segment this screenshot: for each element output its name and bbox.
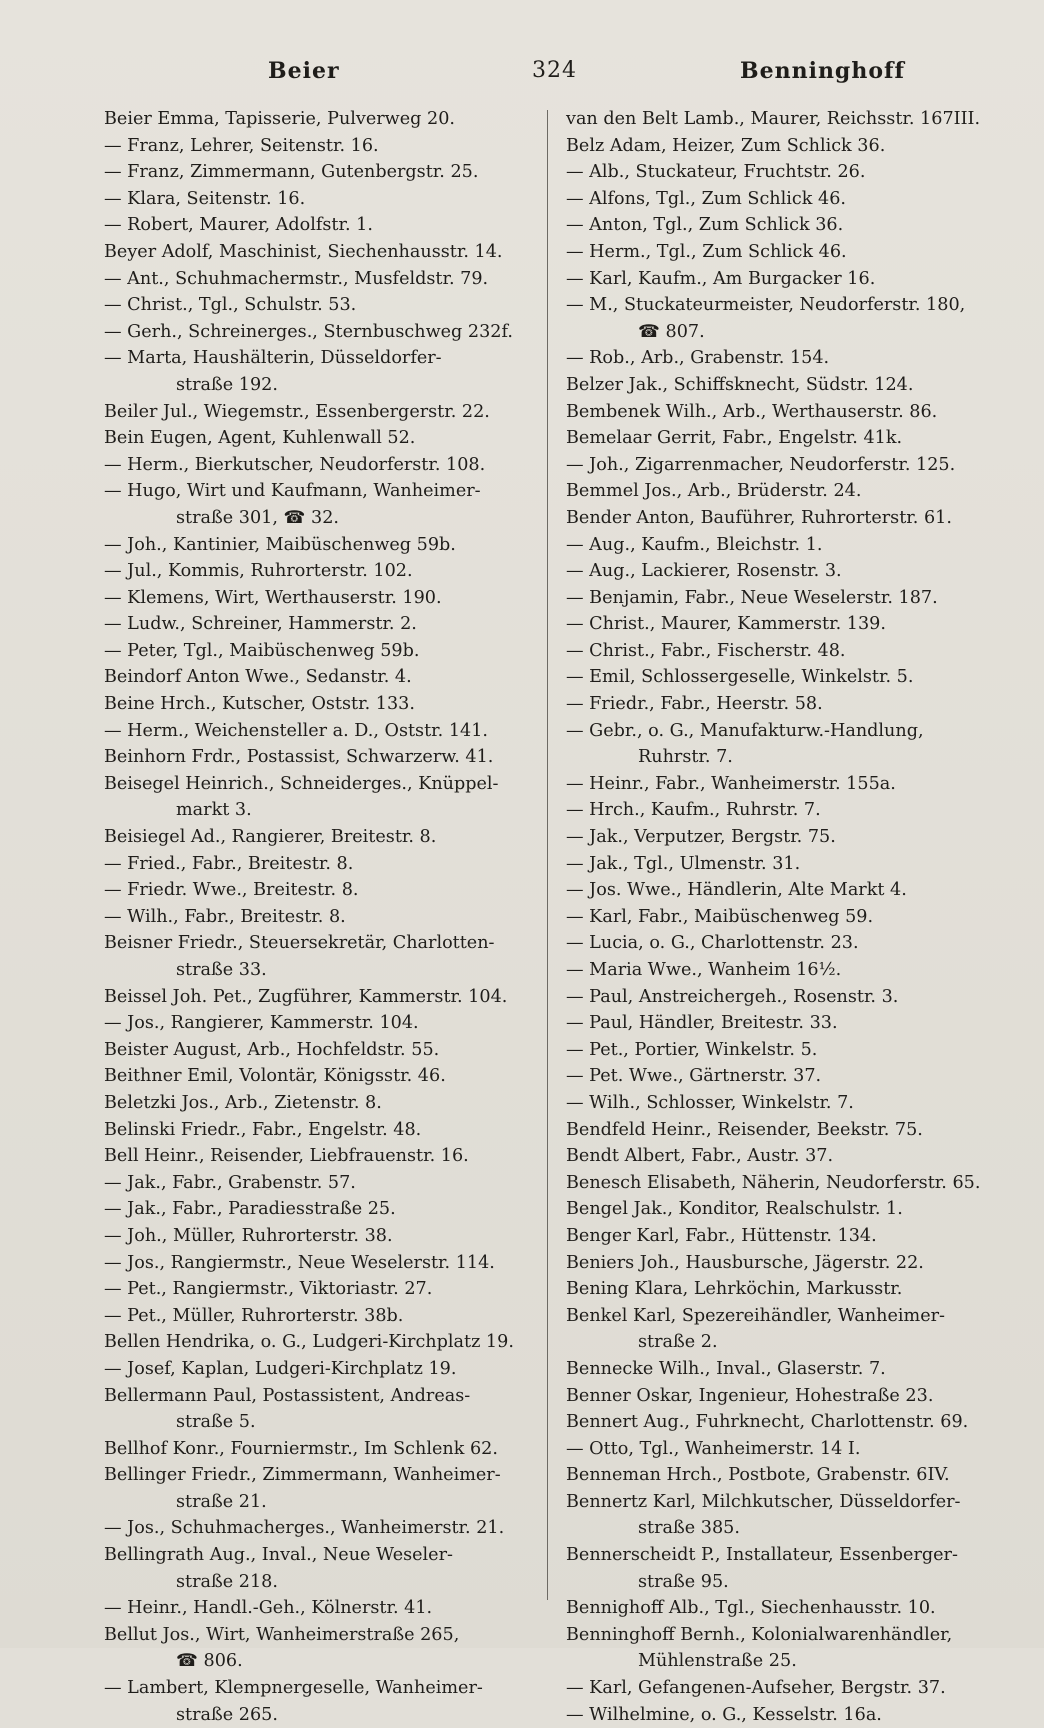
directory-entry [104, 771, 536, 824]
directory-entry [104, 611, 536, 638]
entry-line: Beithner Emil, Volontär, Königsstr. 46. [104, 1066, 446, 1087]
directory-entry [566, 1303, 998, 1356]
directory-entry [104, 1436, 536, 1463]
entry-line: — Peter, Tgl., Maibüschenweg 59b. [104, 640, 420, 661]
entry-line: — Jul., Kommis, Ruhrorterstr. 102. [104, 561, 413, 582]
directory-entry [104, 1010, 536, 1037]
entry-line: Beinhorn Frdr., Postassist, Schwarzerw. 41. [104, 747, 494, 768]
entry-continuation: straße 218. [176, 1571, 278, 1592]
entry-line: — Friedr. Wwe., Breitestr. 8. [104, 880, 359, 901]
entry-line: — Klara, Seitenstr. 16. [104, 188, 306, 209]
entry-line: Beier Emma, Tapisserie, Pulverweg 20. [104, 109, 455, 129]
entry-line: — Heinr., Fabr., Wanheimerstr. 155a. [566, 773, 896, 794]
entry-line: — Jak., Verputzer, Bergstr. 75. [566, 827, 836, 848]
entry-line: — Klemens, Wirt, Werthauserstr. 190. [104, 587, 442, 608]
entry-line: Beisner Friedr., Steuersekretär, Charlotten- [104, 933, 495, 954]
entry-line: Benkel Karl, Spezereihändler, Wanheimer- [566, 1305, 945, 1326]
directory-entry [104, 1383, 536, 1436]
directory-entry [566, 292, 998, 345]
directory-entry [104, 1143, 536, 1170]
directory-entry [566, 532, 998, 559]
right-column [566, 106, 998, 1728]
entry-line: — Joh., Kantinier, Maibüschenweg 59b. [104, 534, 456, 555]
directory-entry [566, 1675, 998, 1702]
entry-line: Benger Karl, Fabr., Hüttenstr. 134. [566, 1225, 877, 1246]
entry-line: — Karl, Gefangenen-Aufseher, Bergstr. 37. [566, 1678, 946, 1699]
entry-continuation: straße 265. [176, 1704, 278, 1725]
directory-entry [104, 1462, 536, 1515]
entry-line: — Christ., Fabr., Fischerstr. 48. [566, 640, 846, 661]
directory-entry [104, 159, 536, 186]
directory-entry [104, 1356, 536, 1383]
directory-entry [566, 1117, 998, 1144]
directory-entry [104, 239, 536, 266]
entry-line: Bell Heinr., Reisender, Liebfrauenstr. 16. [104, 1146, 469, 1167]
entry-line: — Benjamin, Fabr., Neue Weselerstr. 187. [566, 587, 938, 608]
entry-line: Beletzki Jos., Arb., Zietenstr. 8. [104, 1092, 382, 1113]
directory-entry [566, 425, 998, 452]
directory-entry [104, 930, 536, 983]
directory-entry [566, 558, 998, 585]
entry-line: — Christ., Tgl., Schulstr. 53. [104, 295, 357, 316]
entry-line: — Pet., Rangiermstr., Viktoriastr. 27. [104, 1279, 433, 1300]
directory-entry [104, 212, 536, 239]
entry-line: — Lucia, o. G., Charlottenstr. 23. [566, 933, 859, 954]
entry-continuation: straße 2. [638, 1332, 718, 1353]
directory-entry [566, 718, 998, 771]
directory-entry [104, 266, 536, 293]
entry-line: — Pet., Portier, Winkelstr. 5. [566, 1039, 818, 1060]
entry-line: — Aug., Kaufm., Bleichstr. 1. [566, 534, 823, 555]
entry-line: Beindorf Anton Wwe., Sedanstr. 4. [104, 667, 412, 688]
directory-entry [104, 1329, 536, 1356]
entry-line: Bellen Hendrika, o. G., Ludgeri-Kirchplatz 19. [104, 1332, 514, 1353]
directory-entry [104, 452, 536, 479]
directory-entry [566, 611, 998, 638]
entry-line: Bellut Jos., Wirt, Wanheimerstraße 265, [104, 1624, 460, 1645]
entry-continuation: straße 385. [638, 1518, 740, 1539]
directory-entry [566, 851, 998, 878]
directory-entry [104, 851, 536, 878]
directory-entry [566, 452, 998, 479]
entry-line: — Paul, Anstreichergeh., Rosenstr. 3. [566, 986, 899, 1007]
entry-line: Beisiegel Ad., Rangierer, Breitestr. 8. [104, 827, 437, 848]
directory-entry [104, 904, 536, 931]
entry-line: Beiler Jul., Wiegemstr., Essenbergerstr. 22. [104, 401, 490, 422]
directory-entry [104, 585, 536, 612]
entry-line: — Anton, Tgl., Zum Schlick 36. [566, 215, 844, 236]
directory-entry [566, 1595, 998, 1622]
entry-line: — Marta, Haushälterin, Düsseldorfer- [104, 348, 442, 369]
entry-line: — Karl, Kaufm., Am Burgacker 16. [566, 268, 876, 289]
directory-entry [104, 1196, 536, 1223]
directory-entry [566, 478, 998, 505]
entry-line: Bein Eugen, Agent, Kuhlenwall 52. [104, 428, 416, 449]
entry-line: Benneman Hrch., Postbote, Grabenstr. 6IV. [566, 1465, 950, 1486]
directory-entry [104, 1117, 536, 1144]
directory-entry [104, 1542, 536, 1595]
directory-entry [104, 532, 536, 559]
entry-line: Belinski Friedr., Fabr., Engelstr. 48. [104, 1119, 422, 1140]
running-head-left: Beier [268, 58, 340, 84]
directory-entry [566, 345, 998, 372]
directory-entry [104, 1622, 536, 1675]
entry-line: — Karl, Fabr., Maibüschenweg 59. [566, 906, 874, 927]
entry-line: Belz Adam, Heizer, Zum Schlick 36. [566, 135, 886, 156]
directory-entry [566, 585, 998, 612]
entry-continuation: straße 301, ☎ 32. [176, 507, 340, 528]
entry-continuation: markt 3. [176, 800, 252, 821]
entry-line: Bennighoff Alb., Tgl., Siechenhausstr. 10. [566, 1598, 936, 1619]
entry-continuation: ☎ 807. [638, 321, 705, 342]
directory-entry [104, 1250, 536, 1277]
entry-line: Bening Klara, Lehrköchin, Markusstr. [566, 1279, 903, 1300]
entry-continuation: straße 192. [176, 374, 278, 395]
directory-entry [566, 1542, 998, 1595]
entry-continuation: Ruhrstr. 7. [638, 747, 733, 768]
entry-line: — Gebr., o. G., Manufakturw.-Handlung, [566, 720, 924, 741]
directory-entry [566, 266, 998, 293]
directory-entry [104, 664, 536, 691]
entry-line: Bellinger Friedr., Zimmermann, Wanheimer- [104, 1465, 501, 1486]
directory-entry [566, 1196, 998, 1223]
entry-line: — Alb., Stuckateur, Fruchtstr. 26. [566, 162, 866, 183]
directory-entry [566, 904, 998, 931]
entry-line: Bembenek Wilh., Arb., Werthauserstr. 86. [566, 401, 938, 422]
directory-entry [104, 1595, 536, 1622]
directory-entry [104, 1037, 536, 1064]
entry-line: — Jak., Fabr., Grabenstr. 57. [104, 1172, 356, 1193]
directory-entry [104, 638, 536, 665]
directory-entry [104, 984, 536, 1011]
entry-continuation: straße 5. [176, 1412, 256, 1433]
directory-entry [104, 399, 536, 426]
entry-line: Bemmel Jos., Arb., Brüderstr. 24. [566, 481, 862, 502]
directory-entry [104, 691, 536, 718]
entry-line: — Jos., Rangierer, Kammerstr. 104. [104, 1013, 419, 1034]
directory-entry [104, 425, 536, 452]
directory-entry [566, 399, 998, 426]
directory-entry [566, 1489, 998, 1542]
directory-entry [566, 159, 998, 186]
directory-entry [566, 930, 998, 957]
entry-line: Bengel Jak., Konditor, Realschulstr. 1. [566, 1199, 903, 1220]
entry-line: — Ludw., Schreiner, Hammerstr. 2. [104, 614, 417, 635]
left-column [104, 106, 536, 1728]
entry-line: — Wilh., Schlosser, Winkelstr. 7. [566, 1092, 854, 1113]
entry-line: — Friedr., Fabr., Heerstr. 58. [566, 694, 823, 715]
directory-entry [566, 877, 998, 904]
entry-line: Benesch Elisabeth, Näherin, Neudorferstr. 65. [566, 1172, 981, 1193]
entry-line: Benner Oskar, Ingenieur, Hohestraße 23. [566, 1385, 934, 1406]
column-divider [547, 110, 548, 1600]
directory-entry [104, 1063, 536, 1090]
entry-line: Beister August, Arb., Hochfeldstr. 55. [104, 1039, 440, 1060]
directory-entry [566, 1010, 998, 1037]
entry-line: Bennecke Wilh., Inval., Glaserstr. 7. [566, 1358, 886, 1379]
entry-line: — Aug., Lackierer, Rosenstr. 3. [566, 561, 842, 582]
entry-line: — Hrch., Kaufm., Ruhrstr. 7. [566, 800, 821, 821]
directory-entry [566, 133, 998, 160]
entry-line: — Jak., Fabr., Paradiesstraße 25. [104, 1199, 396, 1220]
entry-line: — Gerh., Schreinerges., Sternbuschweg 232f. [104, 321, 513, 342]
entry-line: — Jak., Tgl., Ulmenstr. 31. [566, 853, 801, 874]
directory-entry [566, 691, 998, 718]
entry-line: — Wilh., Fabr., Breitestr. 8. [104, 906, 346, 927]
directory-entry [566, 1090, 998, 1117]
entry-continuation: Mühlenstraße 25. [638, 1651, 797, 1672]
directory-entry [566, 505, 998, 532]
entry-line: — Joh., Müller, Ruhrorterstr. 38. [104, 1225, 393, 1246]
directory-entry [566, 1223, 998, 1250]
directory-entry [566, 186, 998, 213]
entry-line: Benninghoff Bernh., Kolonialwarenhändler, [566, 1624, 953, 1645]
directory-entry [566, 1063, 998, 1090]
entry-line: — Herm., Bierkutscher, Neudorferstr. 108. [104, 454, 486, 475]
directory-entry [566, 1436, 998, 1463]
entry-line: — M., Stuckateurmeister, Neudorferstr. 180, [566, 295, 966, 316]
directory-entry [566, 771, 998, 798]
directory-entry [104, 1090, 536, 1117]
directory-entry [104, 558, 536, 585]
entry-line: Bellingrath Aug., Inval., Neue Weseler- [104, 1545, 453, 1566]
entry-line: — Franz, Lehrer, Seitenstr. 16. [104, 135, 379, 156]
directory-entry [104, 292, 536, 319]
directory-entry [104, 478, 536, 531]
entry-line: — Jos., Schuhmacherges., Wanheimerstr. 21. [104, 1518, 505, 1539]
entry-line: Beine Hrch., Kutscher, Oststr. 133. [104, 694, 415, 715]
entry-line: van den Belt Lamb., Maurer, Reichsstr. 167III. [566, 109, 981, 129]
directory-entry [104, 1170, 536, 1197]
directory-entry [104, 106, 536, 133]
directory-entry [566, 106, 998, 133]
directory-entry [566, 1250, 998, 1277]
entry-line: Bennerscheidt P., Installateur, Essenberger- [566, 1545, 958, 1566]
directory-entry [566, 1462, 998, 1489]
directory-entry [104, 186, 536, 213]
entry-line: — Alfons, Tgl., Zum Schlick 46. [566, 188, 846, 209]
directory-entry [104, 133, 536, 160]
entry-line: Bennert Aug., Fuhrknecht, Charlottenstr. 69. [566, 1412, 969, 1433]
directory-entry [566, 212, 998, 239]
entry-line: — Lambert, Klempnergeselle, Wanheimer- [104, 1678, 483, 1699]
entry-line: Bender Anton, Bauführer, Ruhrorterstr. 61. [566, 507, 952, 528]
directory-entry [566, 372, 998, 399]
directory-entry [566, 824, 998, 851]
entry-continuation: straße 95. [638, 1571, 729, 1592]
entry-line: Beisegel Heinrich., Schneiderges., Knüppel- [104, 773, 499, 794]
directory-entry [104, 824, 536, 851]
directory-entry [104, 718, 536, 745]
directory-entry [566, 1702, 998, 1728]
directory-entry [566, 1356, 998, 1383]
entry-line: Beyer Adolf, Maschinist, Siechenhausstr. 14. [104, 241, 503, 262]
entry-continuation: straße 33. [176, 960, 267, 980]
entry-line: — Paul, Händler, Breitestr. 33. [566, 1013, 838, 1034]
directory-entry [566, 1037, 998, 1064]
entry-line: — Wilhelmine, o. G., Kesselstr. 16a. [566, 1704, 882, 1725]
entry-line: Beniers Joh., Hausbursche, Jägerstr. 22. [566, 1252, 924, 1273]
entry-line: Belzer Jak., Schiffsknecht, Südstr. 124. [566, 374, 914, 395]
directory-entry [104, 345, 536, 398]
directory-entry [566, 239, 998, 266]
running-head-right: Benninghoff [740, 58, 905, 84]
directory-entry [566, 1622, 998, 1675]
entry-line: — Ant., Schuhmachermstr., Musfeldstr. 79. [104, 268, 489, 289]
directory-entry [104, 1515, 536, 1542]
entry-line: — Christ., Maurer, Kammerstr. 139. [566, 614, 886, 635]
entry-line: — Hugo, Wirt und Kaufmann, Wanheimer- [104, 481, 481, 502]
directory-entry [566, 957, 998, 984]
entry-line: — Herm., Tgl., Zum Schlick 46. [566, 241, 847, 262]
directory-entry [566, 1409, 998, 1436]
directory-entry [566, 664, 998, 691]
directory-entry [566, 1143, 998, 1170]
entry-line: — Jos. Wwe., Händlerin, Alte Markt 4. [566, 880, 907, 901]
directory-entry [104, 319, 536, 346]
directory-entry [566, 1276, 998, 1303]
entry-line: Bellhof Konr., Fourniermstr., Im Schlenk 62. [104, 1438, 498, 1459]
directory-entry [104, 1223, 536, 1250]
entry-line: — Rob., Arb., Grabenstr. 154. [566, 348, 830, 369]
entry-line: — Franz, Zimmermann, Gutenbergstr. 25. [104, 162, 479, 183]
entry-line: Bendt Albert, Fabr., Austr. 37. [566, 1146, 834, 1167]
entry-line: Bennertz Karl, Milchkutscher, Düsseldorfer- [566, 1491, 961, 1512]
entry-line: — Jos., Rangiermstr., Neue Weselerstr. 114. [104, 1252, 495, 1273]
directory-entry [566, 984, 998, 1011]
directory-entry [104, 1303, 536, 1330]
entry-line: — Robert, Maurer, Adolfstr. 1. [104, 215, 373, 236]
entry-line: Bemelaar Gerrit, Fabr., Engelstr. 41k. [566, 428, 903, 449]
directory-entry [566, 1170, 998, 1197]
directory-entry [104, 877, 536, 904]
page-number: 324 [532, 58, 577, 83]
directory-entry [104, 744, 536, 771]
directory-entry [566, 638, 998, 665]
entry-line: — Pet. Wwe., Gärtnerstr. 37. [566, 1066, 822, 1087]
entry-line: Beissel Joh. Pet., Zugführer, Kammerstr. 104. [104, 986, 508, 1007]
entry-line: — Emil, Schlossergeselle, Winkelstr. 5. [566, 667, 914, 688]
entry-line: Bellermann Paul, Postassistent, Andreas- [104, 1385, 471, 1406]
entry-line: — Fried., Fabr., Breitestr. 8. [104, 853, 354, 874]
entry-continuation: straße 21. [176, 1491, 267, 1512]
directory-entry [566, 797, 998, 824]
directory-entry [104, 1675, 536, 1728]
entry-line: — Josef, Kaplan, Ludgeri-Kirchplatz 19. [104, 1358, 457, 1379]
entry-line: — Maria Wwe., Wanheim 16½. [566, 960, 842, 980]
directory-entry [566, 1383, 998, 1410]
entry-line: — Pet., Müller, Ruhrorterstr. 38b. [104, 1305, 404, 1326]
entry-continuation: ☎ 806. [176, 1651, 243, 1672]
entry-line: — Herm., Weichensteller a. D., Oststr. 141. [104, 720, 488, 741]
entry-line: Bendfeld Heinr., Reisender, Beekstr. 75. [566, 1119, 923, 1140]
entry-line: — Heinr., Handl.-Geh., Kölnerstr. 41. [104, 1598, 433, 1619]
entry-line: — Otto, Tgl., Wanheimerstr. 14 I. [566, 1438, 861, 1459]
entry-line: — Joh., Zigarrenmacher, Neudorferstr. 125. [566, 454, 956, 475]
directory-entry [104, 1276, 536, 1303]
